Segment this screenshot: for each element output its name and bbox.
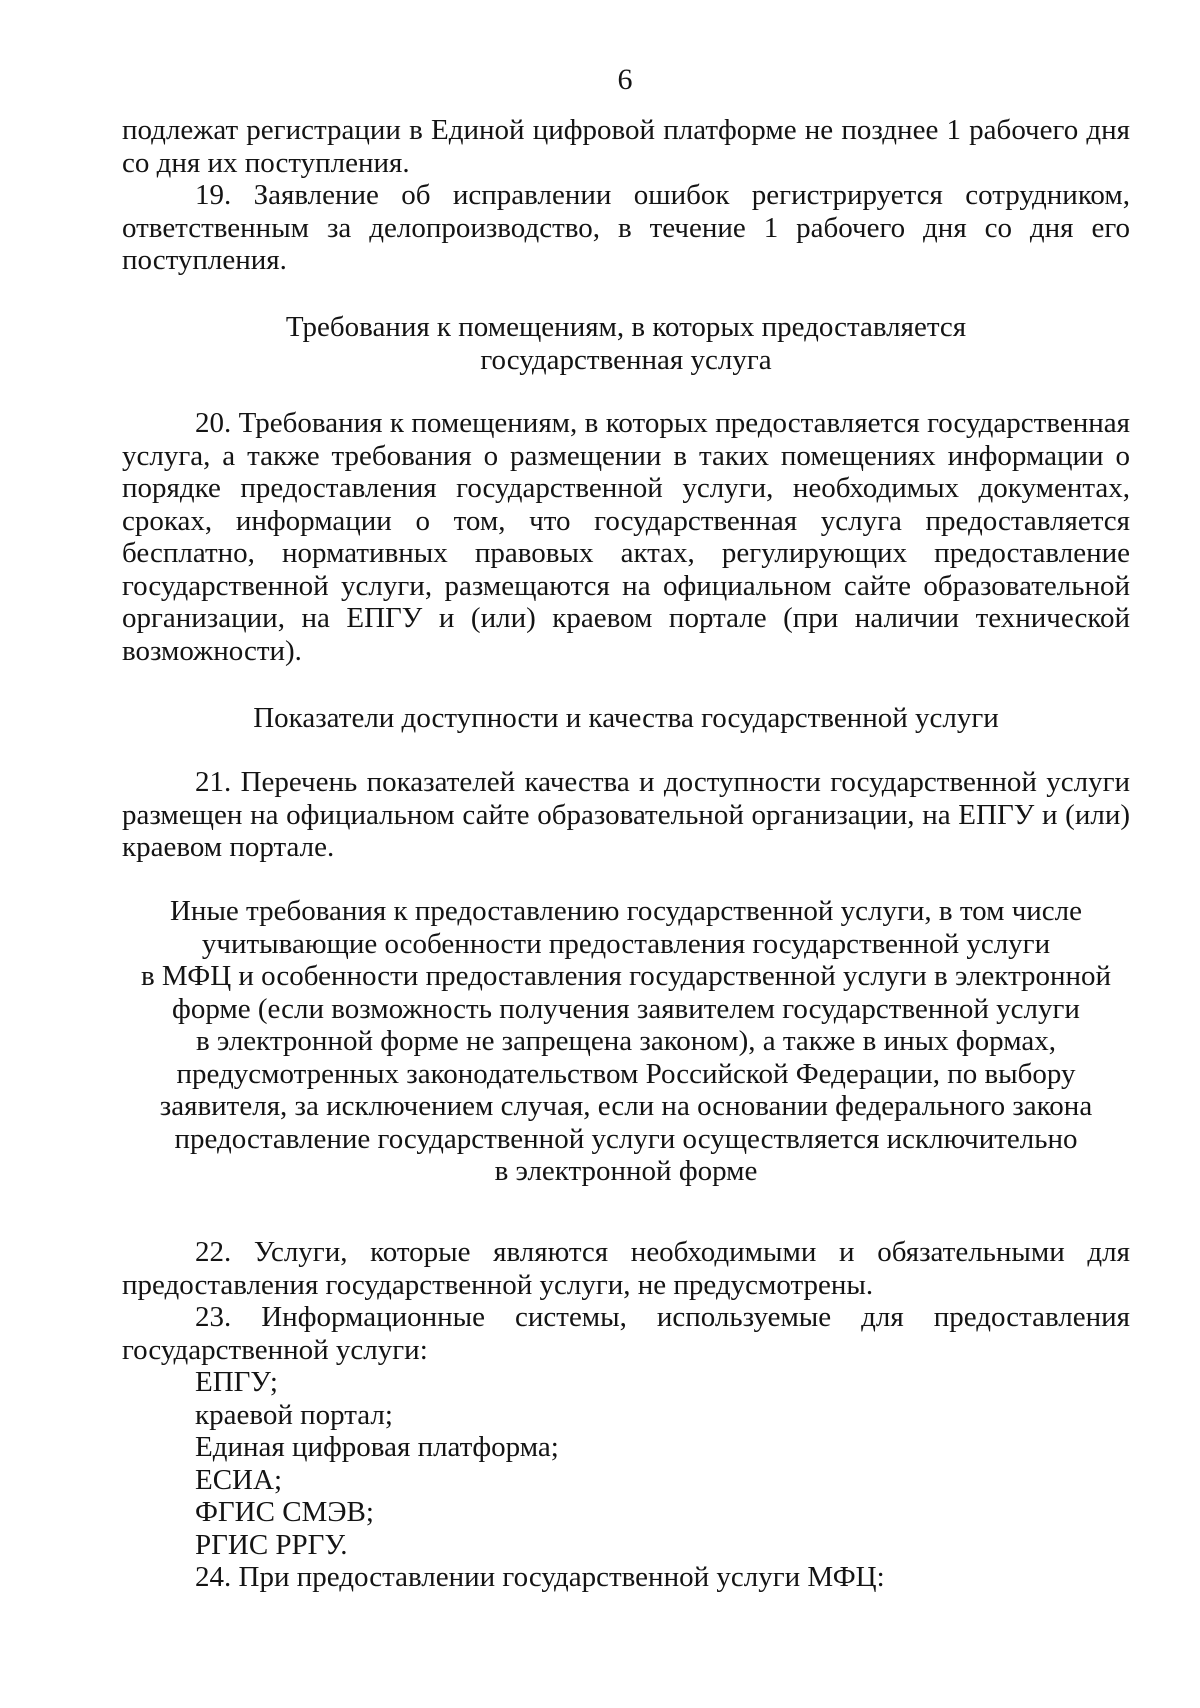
paragraph-24: 24. При предоставлении государственной услуги МФЦ: (195, 1561, 885, 1593)
heading-premises-requirements (122, 311, 1130, 376)
list-item: ФГИС СМЭВ; (195, 1496, 374, 1528)
paragraph-20: 20. Требования к помещениям, в которых предоставляется государственная услуга, а также требования о размещении в таких помещениях информации о порядке предоставления государственной услуги, необходимых документах, сроках, информации о том, что государственная услуга предоставляется бесплатно, нормативных правовых актах, регулирующих предоставление государственной услуги, размещаются на официальном сайте образовательной организации, на ЕПГУ и (или) краевом портале (при наличии технической возможности). (122, 407, 1130, 667)
heading-other-requirements (122, 895, 1130, 1188)
section-20 (122, 407, 1130, 667)
paragraph-23: 23. Информационные системы, используемые для предоставления государственной услуги: (122, 1301, 1130, 1366)
paragraph-21: 21. Перечень показателей качества и доступности государственной услуги размещен на официальном сайте образовательной организации, на ЕПГУ и (или) краевом портале. (122, 766, 1130, 863)
section-21 (122, 766, 1130, 864)
heading-line: Показатели доступности и качества государственной услуги (253, 702, 999, 734)
list-item: краевой портал; (195, 1398, 393, 1431)
heading-line: заявителя, за исключением случая, если на основании федерального закона (159, 1090, 1093, 1122)
heading-line: учитывающие особенности предоставления государственной услуги (201, 927, 1051, 960)
list-item: Единая цифровая платформа; (195, 1431, 559, 1463)
continuation-paragraph: подлежат регистрации в Единой цифровой платформе не позднее 1 рабочего дня со дня их поступления. (122, 114, 1130, 179)
heading-line: предоставление государственной услуги осуществляется исключительно (174, 1122, 1078, 1155)
heading-availability-indicators (122, 702, 1130, 735)
section-22-24 (122, 1236, 1130, 1594)
heading-line: форме (если возможность получения заявителем государственной услуги (172, 992, 1080, 1025)
heading-line: Иные требования к предоставлению государственной услуги, в том числе (169, 895, 1083, 927)
heading-line: в электронной форме не запрещена законом), а также в иных формах, (195, 1025, 1057, 1057)
information-systems-list (122, 1366, 1130, 1561)
top-section (122, 114, 1130, 277)
list-item: ЕСИА; (195, 1463, 282, 1496)
list-item: ЕПГУ; (195, 1366, 278, 1398)
heading-line: в МФЦ и особенности предоставления государственной услуги в электронной (140, 960, 1112, 992)
heading-line: предусмотренных законодательством Российской Федерации, по выбору (176, 1057, 1076, 1090)
list-item: РГИС РРГУ. (195, 1528, 348, 1561)
heading-line: государственная услуга (480, 343, 772, 376)
paragraph-22: 22. Услуги, которые являются необходимыми и обязательными для предоставления государственной услуги, не предусмотрены. (122, 1236, 1130, 1301)
heading-line: в электронной форме (494, 1155, 758, 1187)
page-number: 6 (617, 63, 633, 96)
heading-line: Требования к помещениям, в которых предоставляется (285, 311, 967, 343)
paragraph-19: 19. Заявление об исправлении ошибок регистрируется сотрудником, ответственным за делопроизводство, в течение 1 рабочего дня со дня его поступления. (122, 179, 1130, 276)
